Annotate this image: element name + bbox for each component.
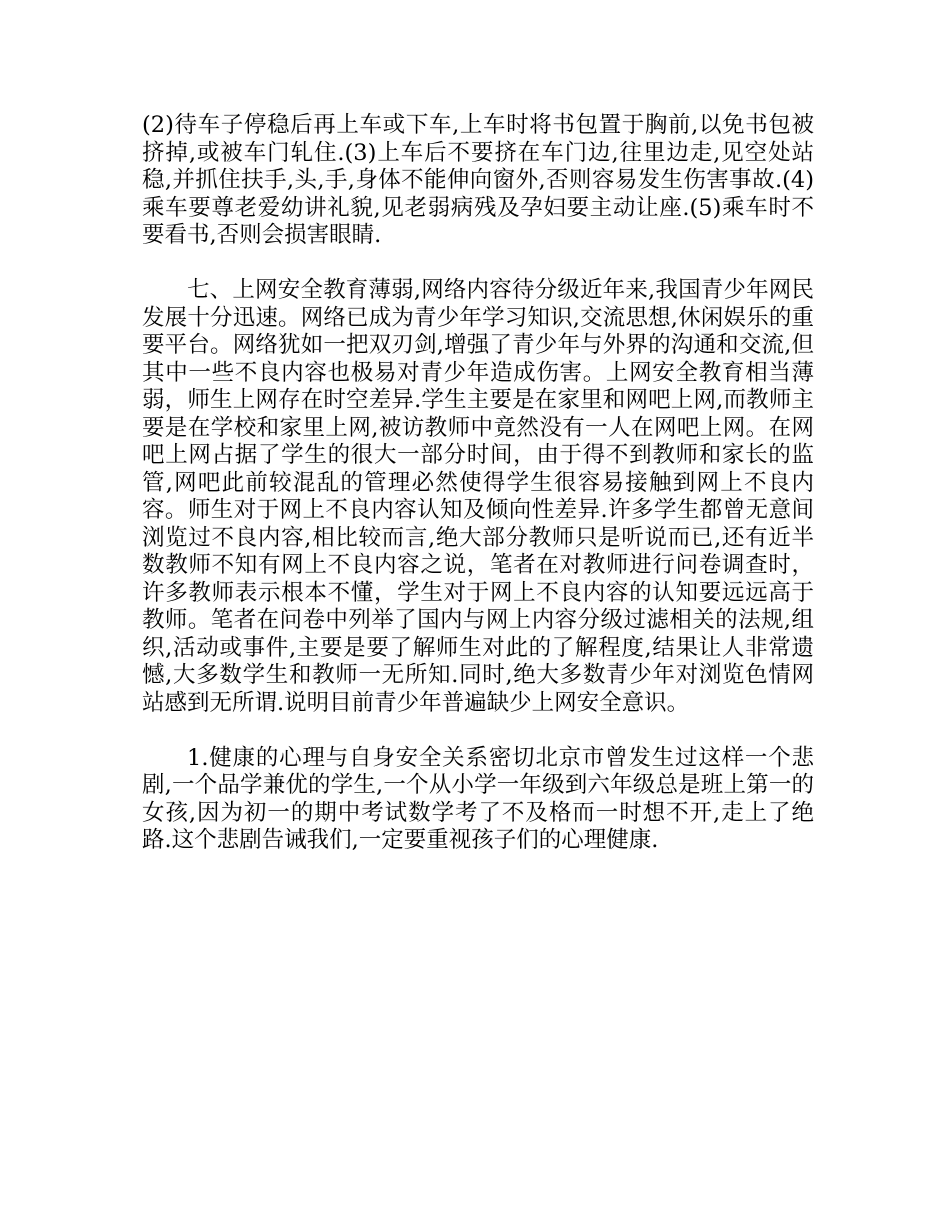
document-page [142, 112, 814, 882]
paragraph-internet-safety: 七、上网安全教育薄弱,网络内容待分级近年来,我国青少年网民发展十分迅速。网络已成为青少年学习知识,交流思想,休闲娱乐的重要平台。网络犹如一把双刃剑,增强了青少年与外界的沟通和交流,但其中一些不良内容也极易对青少年造成伤害。上网安全教育相当薄弱，师生上网存在时空差异.学生主要是在家里和网吧上网,而教师主要是在学校和家里上网,被访教师中竟然没有一人在网吧上网。在网吧上网占据了学生的很大一部分时间，由于得不到教师和家长的监管,网吧此前较混乱的管理必然使得学生很容易接触到网上不良内容。师生对于网上不良内容认知及倾向性差异.许多学生都曾无意间浏览过不良内容,相比较而言,绝大部分教师只是听说而已,还有近半数教师不知有网上不良内容之说，笔者在对教师进行问卷调查时，许多教师表示根本不懂，学生对于网上不良内容的认知要远远高于教师。笔者在问卷中列举了国内与网上内容分级过滤相关的法规,组织,活动或事件,主要是要了解师生对此的了解程度,结果让人非常遗憾,大多数学生和教师一无所知.同时,绝大多数青少年对浏览色情网站感到无所谓.说明目前青少年普遍缺少上网安全意识。 [142, 277, 814, 716]
paragraph-mental-health: 1.健康的心理与自身安全关系密切北京市曾发生过这样一个悲剧,一个品学兼优的学生,一个从小学一年级到六年级总是班上第一的女孩,因为初一的期中考试数学考了不及格而一时想不开,走上了绝路.这个悲剧告诫我们,一定要重视孩子们的心理健康. [142, 744, 814, 853]
paragraph-bus-safety: (2)待车子停稳后再上车或下车,上车时将书包置于胸前,以免书包被挤掉,或被车门轧住.(3)上车后不要挤在车门边,往里边走,见空处站稳,并抓住扶手,头,手,身体不能伸向窗外,否则容易发生伤害事故.(4)乘车要尊老爱幼讲礼貌,见老弱病残及孕妇要主动让座.(5)乘车时不要看书,否则会损害眼睛. [142, 112, 814, 248]
